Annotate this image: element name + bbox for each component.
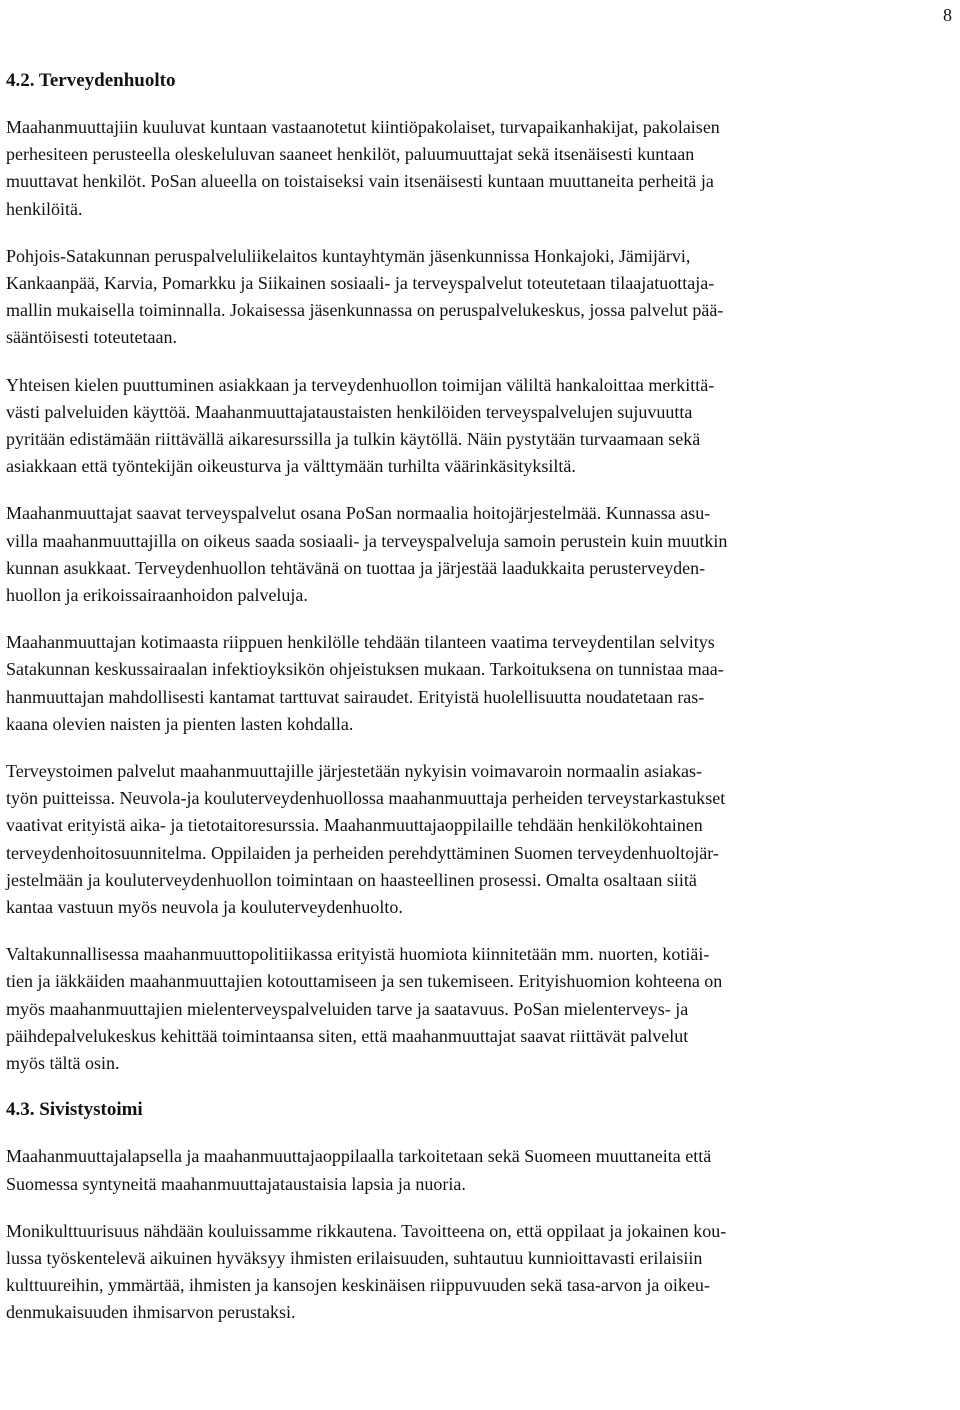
text-line: asiakkaan että työntekijän oikeusturva ja välttymään turhilta väärinkäsityksiltä. — [6, 456, 576, 477]
text-line: lussa työskentelevä aikuinen hyväksyy ihmisten erilaisuuden, suhtautuu kunnioittavasti erilaisiin — [6, 1247, 703, 1268]
text-line: villa maahanmuuttajilla on oikeus saada sosiaali- ja terveyspalveluja samoin perustein kuin muutkin — [6, 530, 728, 551]
text-line: vaativat erityistä aika- ja tietotaitoresurssia. Maahanmuuttajaoppilaille tehdään henkilökohtainen — [6, 815, 703, 836]
text-line: Maahanmuuttajiin kuuluvat kuntaan vastaanotetut kiintiöpakolaiset, turvapaikanhakijat, pakolaisen — [6, 117, 720, 137]
text-line: Pohjois-Satakunnan peruspalveluliikelaitos kuntayhtymän jäsenkunnissa Honkajoki, Jämijärvi, — [6, 245, 691, 266]
text-line: Satakunnan keskussairaalan infektioyksikön ohjeistuksen mukaan. Tarkoituksena on tunnistaa maa- — [6, 659, 724, 680]
paragraph — [6, 941, 958, 1077]
text-line: tien ja iäkkäiden maahanmuuttajien kotouttamiseen ja sen tukemiseen. Erityishuomion kohteena on — [6, 971, 723, 992]
text-line: perhesiteen perusteella oleskeluluvan saaneet henkilöt, paluumuuttajat sekä itsenäisesti kuntaan — [6, 144, 695, 165]
text-line: västi palveluiden käyttöä. Maahanmuuttajataustaisten henkilöiden terveyspalvelujen sujuvuutta — [6, 401, 693, 422]
text-line: Yhteisen kielen puuttuminen asiakkaan ja terveydenhuollon toimijan väliltä hankaloittaa merkittä- — [6, 374, 715, 395]
text-line: Maahanmuuttajalapsella ja maahanmuuttajaoppilaalla tarkoitetaan sekä Suomeen muuttaneita että — [6, 1146, 712, 1167]
page-content — [6, 68, 958, 1327]
text-line: muuttavat henkilöt. PoSan alueella on toistaiseksi vain itsenäisesti kuntaan muuttaneita perheitä ja — [6, 171, 714, 192]
text-line: Kankaanpää, Karvia, Pomarkku ja Siikainen sosiaali- ja terveyspalvelut toteutetaan tilaajatuottaja- — [6, 273, 715, 294]
paragraph — [6, 243, 958, 352]
text-line: kulttuureihin, ymmärtää, ihmisten ja kansojen keskinäisen riippuvuuden sekä tasa-arvon ja oikeu- — [6, 1275, 710, 1296]
paragraph — [6, 500, 958, 609]
text-line: Suomessa syntyneitä maahanmuuttajataustaisia lapsia ja nuoria. — [6, 1173, 466, 1194]
text-line: terveydenhoitosuunnitelma. Oppilaiden ja perheiden perehdyttäminen Suomen terveydenhuoltojär- — [6, 842, 719, 863]
paragraph — [6, 758, 958, 921]
text-line: pyritään edistämään riittävällä aikaresurssilla ja tulkin käytöllä. Näin pystytään turvaamaan sekä — [6, 429, 701, 450]
paragraph — [6, 1218, 958, 1327]
text-line: työn puitteissa. Neuvola-ja kouluterveydenhuollossa maahanmuuttaja perheiden terveystarkastukset — [6, 788, 726, 809]
text-line: kaana olevien naisten ja pienten lasten kohdalla. — [6, 713, 354, 734]
text-line: denmukaisuuden ihmisarvon perustaksi. — [6, 1302, 296, 1323]
text-line: Maahanmuuttajan kotimaasta riippuen henkilölle tehdään tilanteen vaatima terveydentilan selvitys — [6, 632, 715, 653]
text-line: kantaa vastuun myös neuvola ja kouluterveydenhuolto. — [6, 897, 403, 918]
text-line: Terveystoimen palvelut maahanmuuttajille järjestetään nykyisin voimavaroin normaalin asiakas- — [6, 761, 703, 782]
text-line: kunnan asukkaat. Terveydenhuollon tehtävänä on tuottaa ja järjestää laadukkaita perusterveyden- — [6, 557, 706, 578]
section-heading-terveydenhuolto: 4.2. Terveydenhuolto — [6, 70, 176, 91]
paragraph — [6, 1143, 958, 1197]
text-line: jestelmään ja kouluterveydenhuollon toimintaan on haasteellinen prosessi. Omalta osaltaan siitä — [6, 869, 697, 890]
text-line: henkilöitä. — [6, 198, 83, 219]
text-line: Maahanmuuttajat saavat terveyspalvelut osana PoSan normaalia hoitojärjestelmää. Kunnassa asu- — [6, 503, 711, 524]
section-heading-sivistystoimi: 4.3. Sivistystoimi — [6, 1099, 143, 1121]
paragraph — [6, 372, 958, 481]
page-number: 8 — [943, 5, 952, 25]
text-line: myös tältä osin. — [6, 1053, 120, 1074]
text-line: Monikulttuurisuus nähdään kouluissamme rikkautena. Tavoitteena on, että oppilaat ja jokainen kou- — [6, 1220, 727, 1241]
text-line: päihdepalvelukeskus kehittää toimintaansa siten, että maahanmuuttajat saavat riittävät palvelut — [6, 1025, 689, 1046]
paragraph — [6, 629, 958, 738]
text-line: hanmuuttajan mahdollisesti kantamat tarttuvat sairaudet. Erityistä huolellisuutta noudatetaan ras- — [6, 686, 705, 707]
text-line: huollon ja erikoissairaanhoidon palveluja. — [6, 585, 308, 606]
text-line: sääntöisesti toteutetaan. — [6, 327, 177, 348]
text-line: myös maahanmuuttajien mielenterveyspalveluiden tarve ja saatavuus. PoSan mielenterveys- ja — [6, 998, 689, 1019]
text-line: Valtakunnallisessa maahanmuuttopolitiikassa erityistä huomiota kiinnitetään mm. nuorten, kotiäi- — [6, 944, 710, 965]
text-line: mallin mukaisella toiminnalla. Jokaisessa jäsenkunnassa on peruspalvelukeskus, jossa palvelut pää- — [6, 300, 724, 321]
paragraph — [6, 114, 958, 223]
